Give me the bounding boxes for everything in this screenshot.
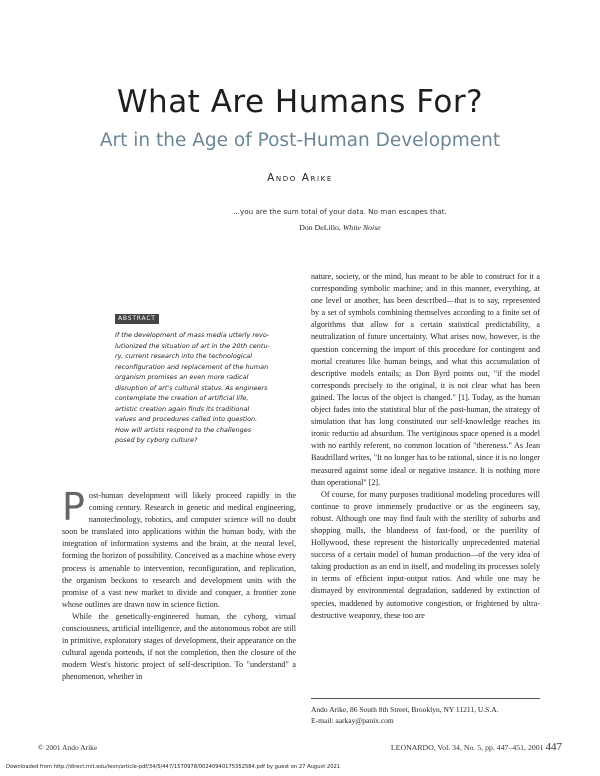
article-title: What Are Humans For? (116, 84, 484, 120)
epigraph-quote: ...you are the sum total of your data. No man escapes that. (233, 207, 447, 216)
journal-reference: LEONARDO, Vol. 34, No. 5, pp. 447–451, 2001 (390, 743, 544, 752)
left-paragraph-1-text: ost-human development will likely proceed rapidly in the coming century. Research in genetic and medical engineering, nanotechnology, robotics, and computer science will no doubt soon be translated into applications within the human body, with the integration of information systems and the brain, at the neural level, forming the horizon of possibility. Conceived as a machine whose every process is amenable to intervention, reconfiguration, and replication, the organism beckons to research and development units with the promise of a vast new market to divide and conquer, a frontier zone whose outlines are drawn now in science fiction. (62, 491, 296, 609)
left-paragraph-2: While the genetically-engineered human, the cyborg, virtual consciousness, artificial intelligence, and the autonomous robot are still in primitive, exploratory stages of development, their appearance on the cultural agenda portends, if not the completion, then the closure of the modern West's historic project of self-description. To "understand" a phenomenon, whether in (62, 611, 296, 682)
address-divider (311, 698, 540, 699)
download-notice: Downloaded from http://direct.mit.edu/leon/article-pdf/34/5/447/1570978/00240940175352584.pdf by guest on 27 August 2021 (6, 764, 341, 770)
epigraph-source (160, 223, 520, 232)
right-paragraph-1: nature, society, or the mind, has meant to be able to construct for it a corresponding symbolic machine; and in this manner, everything, at one level or another, has been described—that is to say, represented by a set of symbols combining themselves according to a finite set of algorithms that allow for a certain statistical predictability, a neutralization of future uncertainty. What arises now, however, is the question concerning the import of this procedure for contingent and mortal creatures like human beings, and what this accumulation of descriptive models entails; as Don Byrd points out, "if the model corresponds precisely to the original, it is not clear what has been gained. The locus of the object is changed." [1]. Today, as the human object fades into the statistical blur of the post-human, the strategy of simulation that has long constituted our self-knowledge reaches its ironic reductio ad absurdum. The vertiginous space opened is a model with no earthly referent, no common location of "thereness." As Jean Baudrillard writes, "It no longer has to be rational, since it is no longer measured against some ideal or negative instance. It is nothing more than operational" [2]. (311, 272, 540, 487)
abstract-line: If the development of mass media utterly revo- (115, 331, 270, 339)
abstract-label: ABSTRACT (115, 314, 159, 324)
copyright-notice: © 2001 Ando Arike (38, 743, 98, 752)
journal-citation (0, 741, 562, 753)
abstract-line: reconfiguration and replacement of the human (115, 362, 269, 371)
abstract-line: disruption of art's cultural status. As engineers (115, 383, 268, 392)
left-column (62, 485, 296, 684)
right-column (311, 271, 540, 622)
abstract-line: contemplate the creation of artificial life, (115, 394, 249, 402)
drop-cap: P (62, 485, 85, 529)
right-paragraph-2: Of course, for many purposes traditional modeling procedures will continue to prove immensely productive or as the engineers say, robust. Although one may find fault with the sterility of suburbs and shopping malls, the blandness of fast-food, or the puerility of Hollywood, these represent the historically unprecedented material success of a certain model of human production—of the very idea of taking production as an end in itself, and modeling its processes solely in terms of efficient input-output ratios. And while one may be dismayed by environmental degradation, saddened by extinction of species, maddened by automotive congestion, or frightened by ultra-destructive weaponry, these too are (311, 489, 540, 620)
author-name: Ando Arike (267, 172, 333, 184)
abstract-line: artistic creation again finds its traditional (115, 404, 250, 413)
abstract-line: organism promises an even more radical (115, 373, 249, 381)
email-line: E-mail: aarkay@panix.com (311, 716, 394, 725)
epigraph-source-author: Don DeLillo, (299, 223, 341, 232)
abstract-text (115, 330, 287, 446)
author-address (311, 704, 540, 726)
abstract-line: posed by cyborg culture? (115, 436, 198, 444)
address-line: Ando Arike, 86 South 8th Street, Brooklyn, NY 11211, U.S.A. (311, 705, 499, 714)
page-number: 447 (545, 741, 562, 753)
epigraph-source-work: White Noise (342, 223, 381, 232)
abstract-line: ry, current research into the technological (115, 352, 253, 360)
abstract-line: values and procedures called into question. (115, 415, 258, 423)
abstract-line: How will artists respond to the challenges (115, 425, 252, 434)
article-subtitle: Art in the Age of Post-Human Development (99, 130, 501, 151)
left-paragraph-1 (62, 485, 296, 611)
abstract-line: lutionized the situation of art in the 20th centu- (115, 341, 270, 350)
